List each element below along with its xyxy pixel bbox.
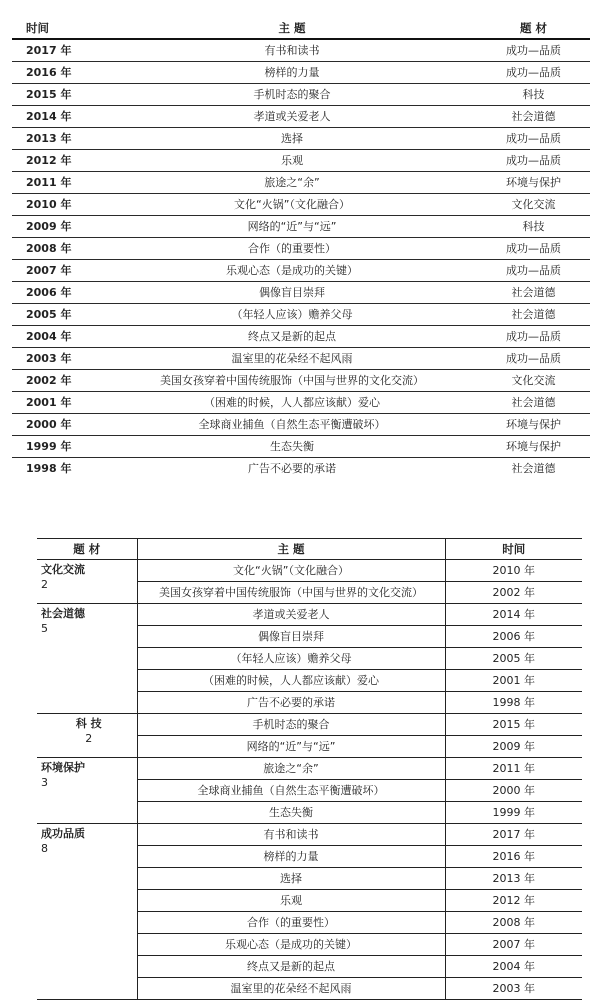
topic-cell: 温室里的花朵经不起风雨	[137, 978, 445, 1000]
theme-cell: 社会道德	[477, 392, 590, 414]
theme-group-count: 8	[41, 842, 48, 855]
year-topic-table-body	[12, 39, 590, 479]
theme-cell: 环境与保护	[477, 414, 590, 436]
topic-cell: 广告不必要的承诺	[248, 461, 336, 475]
year-cell: 2012 年	[445, 890, 582, 912]
year-cell: 2007 年	[12, 260, 107, 282]
topic-cell: （年轻人应该）赡养父母	[107, 304, 477, 326]
theme-cell: 成功—品质	[477, 62, 590, 84]
topic-cell: 终点又是新的起点	[107, 326, 477, 348]
theme-cell: 社会道德	[511, 461, 556, 475]
theme-grouped-table-body	[37, 560, 582, 1000]
topic-cell: 终点又是新的起点	[137, 956, 445, 978]
theme-group-count: 2	[85, 732, 93, 745]
year-cell: 2013 年	[445, 868, 582, 890]
table-row	[12, 260, 590, 282]
theme-cell: 成功—品质	[477, 260, 590, 282]
table-row	[37, 758, 582, 780]
theme-cell: 社会道德	[477, 304, 590, 326]
theme-grouped-table	[37, 538, 582, 1000]
theme-group-name: 科 技	[75, 717, 102, 730]
table-row	[12, 326, 590, 348]
table-row	[12, 392, 590, 414]
topic-cell: 选择	[137, 868, 445, 890]
year-cell: 2001 年	[12, 392, 107, 414]
topic-cell: 美国女孩穿着中国传统服饰（中国与世界的文化交流）	[137, 582, 445, 604]
table-row	[12, 436, 590, 458]
theme-cell: 成功—品质	[477, 128, 590, 150]
table-row	[12, 414, 590, 436]
year-cell: 2015 年	[445, 714, 582, 736]
theme-group-name: 成功品质	[41, 827, 85, 840]
year-cell: 2017 年	[12, 39, 107, 62]
year-cell: 2016 年	[445, 846, 582, 868]
year-cell: 2001 年	[445, 670, 582, 692]
header-year: 时间	[445, 539, 582, 560]
topic-cell: 乐观心态（是成功的关键）	[107, 260, 477, 282]
year-cell: 2008 年	[12, 238, 107, 260]
table-row	[12, 216, 590, 238]
table-row	[37, 560, 582, 582]
theme-group-name: 环境保护	[41, 761, 85, 774]
table-row	[37, 824, 582, 846]
topic-cell: 手机时态的聚合	[107, 84, 477, 106]
header-theme: 题 材	[477, 18, 590, 39]
table-row	[12, 370, 590, 392]
table-row	[37, 714, 582, 736]
table-row	[12, 172, 590, 194]
topic-cell: 孝道或关爱老人	[137, 604, 445, 626]
table-row	[12, 84, 590, 106]
year-cell: 2000 年	[12, 414, 107, 436]
year-cell: 2013 年	[12, 128, 107, 150]
topic-cell: 有书和读书	[137, 824, 445, 846]
year-topic-table	[12, 18, 590, 479]
year-cell: 2002 年	[12, 370, 107, 392]
table-row	[12, 194, 590, 216]
table-row	[12, 150, 590, 172]
theme-group-name: 社会道德	[41, 607, 85, 620]
topic-cell: 网络的“近”与“远”	[107, 216, 477, 238]
year-cell: 2000 年	[445, 780, 582, 802]
year-cell: 2009 年	[12, 216, 107, 238]
table-row	[12, 62, 590, 84]
header-year: 时间	[12, 18, 107, 39]
topic-cell: 乐观	[137, 890, 445, 912]
theme-group-count: 5	[41, 622, 48, 635]
year-cell: 2003 年	[12, 348, 107, 370]
theme-cell: 成功—品质	[477, 238, 590, 260]
topic-cell: 孝道或关爱老人	[107, 106, 477, 128]
topic-cell: 旅途之“余”	[107, 172, 477, 194]
table-row	[12, 106, 590, 128]
year-cell: 2002 年	[445, 582, 582, 604]
year-cell: 2004 年	[12, 326, 107, 348]
year-cell: 2017 年	[445, 824, 582, 846]
year-cell: 1999 年	[12, 436, 107, 458]
table-row	[12, 458, 590, 480]
table-row	[37, 604, 582, 626]
year-cell: 2009 年	[445, 736, 582, 758]
header-theme: 题 材	[37, 539, 137, 560]
table-row	[12, 238, 590, 260]
year-cell: 2004 年	[445, 956, 582, 978]
topic-cell: 旅途之“余”	[137, 758, 445, 780]
topic-cell: 选择	[107, 128, 477, 150]
year-cell: 2003 年	[445, 978, 582, 1000]
year-cell: 2006 年	[12, 282, 107, 304]
header-topic: 主 题	[107, 18, 477, 39]
theme-cell: 环境与保护	[477, 436, 590, 458]
theme-cell: 社会道德	[477, 282, 590, 304]
theme-group-count: 2	[41, 578, 48, 591]
theme-group-count: 3	[41, 776, 48, 789]
theme-cell: 环境与保护	[477, 172, 590, 194]
year-cell: 2010 年	[12, 194, 107, 216]
topic-cell: 广告不必要的承诺	[137, 692, 445, 714]
theme-cell: 成功—品质	[477, 150, 590, 172]
year-cell: 2011 年	[445, 758, 582, 780]
year-cell: 2016 年	[12, 62, 107, 84]
year-cell: 2012 年	[12, 150, 107, 172]
year-cell: 2014 年	[12, 106, 107, 128]
theme-group-cell	[37, 714, 137, 758]
year-cell: 2015 年	[12, 84, 107, 106]
topic-cell: 生态失衡	[137, 802, 445, 824]
year-cell: 1998 年	[26, 461, 72, 475]
table-row	[12, 348, 590, 370]
topic-cell: 网络的“近”与“远”	[137, 736, 445, 758]
table-row	[12, 128, 590, 150]
topic-cell: 文化“火锅”（文化融合）	[107, 194, 477, 216]
topic-cell: 乐观	[107, 150, 477, 172]
table-row	[12, 39, 590, 62]
table-row	[12, 282, 590, 304]
topic-cell: 手机时态的聚合	[137, 714, 445, 736]
year-cell: 2005 年	[445, 648, 582, 670]
year-cell: 1998 年	[445, 692, 582, 714]
topic-cell: 榜样的力量	[107, 62, 477, 84]
topic-cell: 美国女孩穿着中国传统服饰（中国与世界的文化交流）	[107, 370, 477, 392]
topic-cell: （年轻人应该）赡养父母	[137, 648, 445, 670]
year-cell: 1999 年	[445, 802, 582, 824]
header-topic: 主 题	[137, 539, 445, 560]
theme-cell: 社会道德	[477, 106, 590, 128]
topic-cell: 偶像盲目崇拜	[137, 626, 445, 648]
table-header-row	[12, 18, 590, 39]
topic-cell: 榜样的力量	[137, 846, 445, 868]
topic-cell: 文化“火锅”（文化融合）	[137, 560, 445, 582]
theme-cell: 科技	[477, 216, 590, 238]
theme-group-cell	[37, 604, 137, 714]
theme-cell: 成功—品质	[477, 39, 590, 62]
year-cell: 2010 年	[445, 560, 582, 582]
theme-group-cell	[37, 560, 137, 604]
theme-cell: 成功—品质	[477, 326, 590, 348]
table-row	[12, 304, 590, 326]
topic-cell: 全球商业捕鱼（自然生态平衡遭破坏）	[107, 414, 477, 436]
topic-cell: （困难的时候，人人都应该献）爱心	[137, 670, 445, 692]
table-header-row	[37, 539, 582, 560]
topic-cell: 生态失衡	[107, 436, 477, 458]
theme-cell: 成功—品质	[477, 348, 590, 370]
topic-cell: 合作（的重要性）	[137, 912, 445, 934]
topic-cell: 乐观心态（是成功的关键）	[137, 934, 445, 956]
year-cell: 2005 年	[12, 304, 107, 326]
theme-group-name: 文化交流	[41, 563, 85, 576]
topic-cell: 全球商业捕鱼（自然生态平衡遭破坏）	[137, 780, 445, 802]
year-cell: 2007 年	[445, 934, 582, 956]
theme-cell: 文化交流	[477, 194, 590, 216]
theme-group-cell	[37, 758, 137, 824]
theme-cell: 文化交流	[477, 370, 590, 392]
year-cell: 2011 年	[12, 172, 107, 194]
topic-cell: 合作（的重要性）	[107, 238, 477, 260]
topic-cell: 温室里的花朵经不起风雨	[107, 348, 477, 370]
theme-cell: 科技	[477, 84, 590, 106]
year-cell: 2008 年	[445, 912, 582, 934]
topic-cell: 有书和读书	[107, 39, 477, 62]
year-cell: 2006 年	[445, 626, 582, 648]
theme-group-cell	[37, 824, 137, 1000]
year-cell: 2014 年	[445, 604, 582, 626]
topic-cell: 偶像盲目崇拜	[107, 282, 477, 304]
topic-cell: （困难的时候，人人都应该献）爱心	[107, 392, 477, 414]
